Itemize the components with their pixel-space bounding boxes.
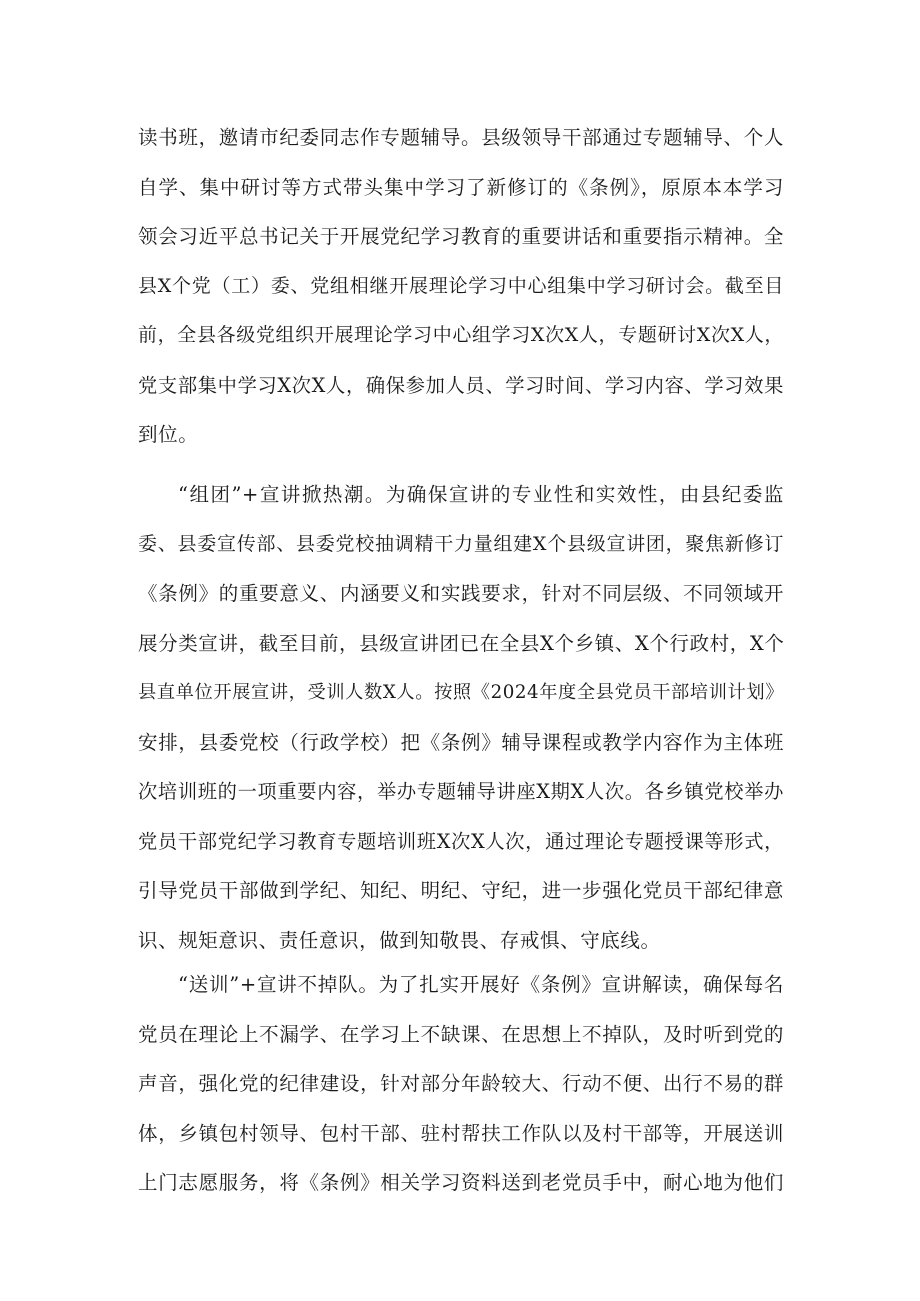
text-line: 党员在理论上不漏学、在学习上不缺课、在思想上不掉队，及时听到党的	[138, 1022, 784, 1046]
text-line: 安排，县委党校（行政学校）把《条例》辅导课程或教学内容作为主体班	[138, 730, 784, 754]
text-line: “组团”+宣讲掀热潮。为确保宣讲的专业性和实效性，由县纪委监	[178, 483, 784, 506]
text-line: 前，全县各级党组织开展理论学习中心组学习X次X人，专题研讨X次X人，	[138, 324, 784, 346]
text-line: 到位。	[138, 423, 199, 446]
text-line: 委、县委宣传部、县委党校抽调精干力量组建X个县级宣讲团，聚焦新修订	[138, 532, 784, 555]
text-line: 县X个党（工）委、党组相继开展理论学习中心组集中学习研讨会。截至目	[138, 274, 784, 297]
text-line: 《条例》的重要意义、内涵要义和实践要求，针对不同层级、不同领域开	[138, 582, 784, 605]
text-line: 党支部集中学习X次X人，确保参加人员、学习时间、学习内容、学习效果	[138, 373, 784, 397]
paragraph-study-sessions	[138, 113, 784, 460]
text-line: 自学、集中研讨等方式带头集中学习了新修订的《条例》，原原本本学习	[138, 175, 784, 199]
text-line: 体，乡镇包村领导、包村干部、驻村帮扶工作队以及村干部等，开展送训	[138, 1121, 784, 1145]
text-line: 领会习近平总书记关于开展党纪学习教育的重要讲话和重要指示精神。全	[138, 225, 784, 248]
text-line: 展分类宣讲，截至目前，县级宣讲团已在全县X个乡镇、X个行政村，X个	[138, 631, 785, 655]
text-line: 次培训班的一项重要内容，举办专题辅导讲座X期X人次。各乡镇党校举办	[138, 780, 784, 803]
text-line: 党员干部党纪学习教育专题培训班X次X人次，通过理论专题授课等形式，	[138, 829, 784, 853]
text-line: 声音，强化党的纪律建设，针对部分年龄较大、行动不便、出行不易的群	[138, 1072, 784, 1095]
paragraph-delivered-training	[138, 960, 784, 1208]
text-line: 识、规矩意识、责任意识，做到知敬畏、存戒惧、守底线。	[138, 928, 661, 952]
text-line: “送训”+宣讲不掉队。为了扎实开展好《条例》宣讲解读，确保每名	[178, 973, 784, 996]
paragraph-lecture-group	[138, 470, 784, 965]
text-line: 读书班，邀请市纪委同志作专题辅导。县级领导干部通过专题辅导、个人	[138, 126, 784, 149]
text-line: 引导党员干部做到学纪、知纪、明纪、守纪，进一步强化党员干部纪律意	[138, 879, 784, 902]
text-line: 县直单位开展宣讲，受训人数X人。按照《2024年度全县党员干部培训计划》	[138, 682, 784, 703]
text-line: 上门志愿服务，将《条例》相关学习资料送到老党员手中，耐心地为他们	[138, 1171, 784, 1194]
